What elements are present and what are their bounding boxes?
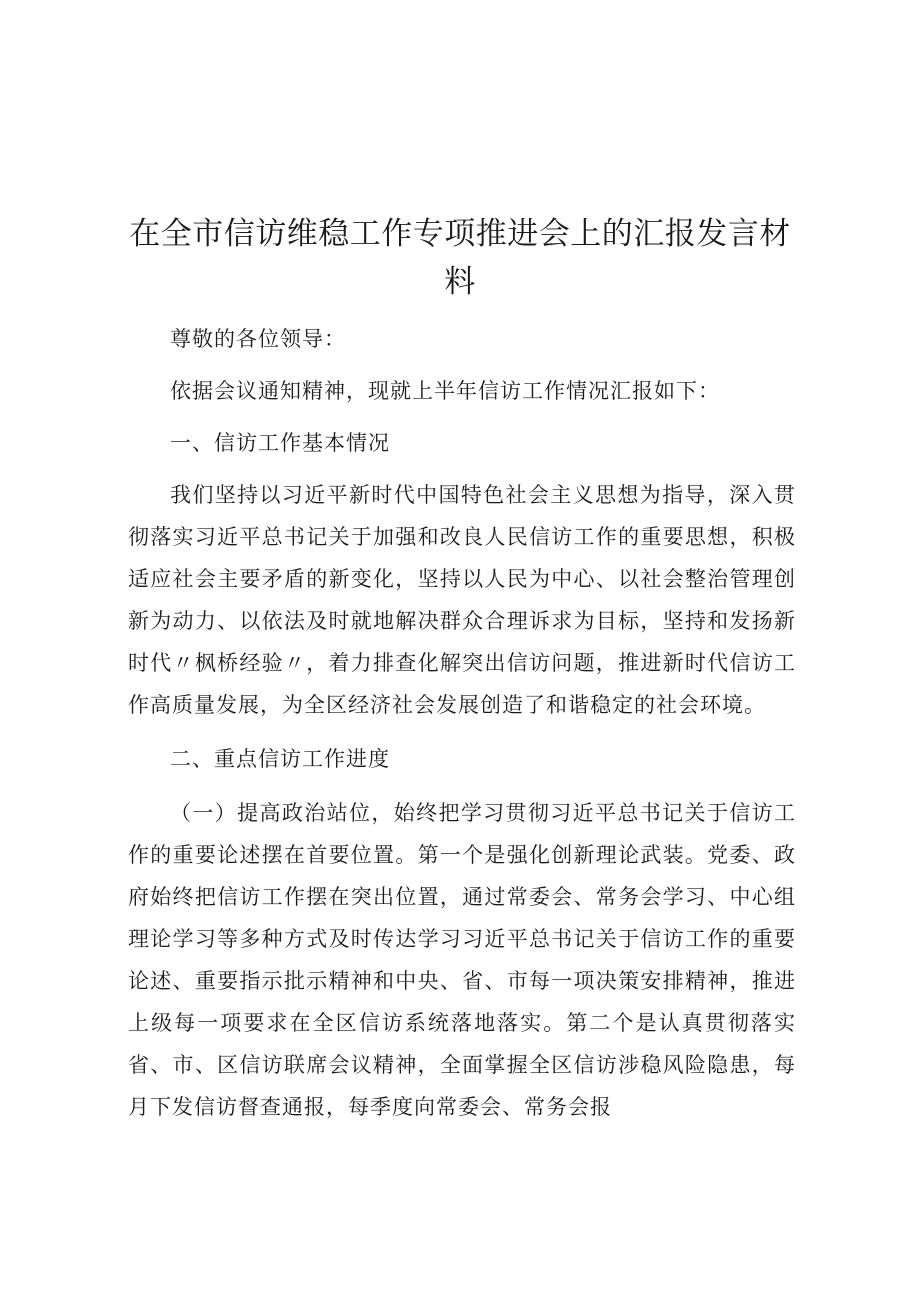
document-body [128, 318, 796, 1128]
section-2-paragraph-1: （一）提高政治站位，始终把学习贯彻习近平总书记关于信访工作的重要论述摆在首要位置。第一个是强化创新理论武装。党委、政府始终把信访工作摆在突出位置，通过常委会、常务会学习、中心组理论学习等多种方式及时传达学习习近平总书记关于信访工作的重要论述、重要指示批示精神和中央、省、市每一项决策安排精神，推进上级每一项要求在全区信访系统落地落实。第二个是认真贯彻落实省、市、区信访联席会议精神，全面掌握全区信访涉稳风险隐患，每月下发信访督查通报，每季度向常委会、常务会报 [128, 801, 796, 1119]
intro-paragraph: 依据会议通知精神，现就上半年信访工作情况汇报如下： [170, 379, 720, 403]
salutation: 尊敬的各位领导： [170, 327, 346, 351]
section-1-paragraph: 我们坚持以习近平新时代中国特色社会主义思想为指导，深入贯彻落实习近平总书记关于加强和改良人民信访工作的重要思想，积极适应社会主要矛盾的新变化，坚持以人民为中心、以社会整治管理创新为动力、以依法及时就地解决群众合理诉求为目标，坚持和发扬新时代〃枫桥经验〃，着力排查化解突出信访问题，推进新时代信访工作高质量发展，为全区经济社会发展创造了和谐稳定的社会环境。 [128, 483, 796, 717]
section-2-heading: 二、重点信访工作进度 [170, 747, 390, 771]
document-title: 在全市信访维稳工作专项推进会上的汇报发言材料 [129, 216, 791, 300]
section-1-heading: 一、信访工作基本情况 [170, 431, 390, 455]
